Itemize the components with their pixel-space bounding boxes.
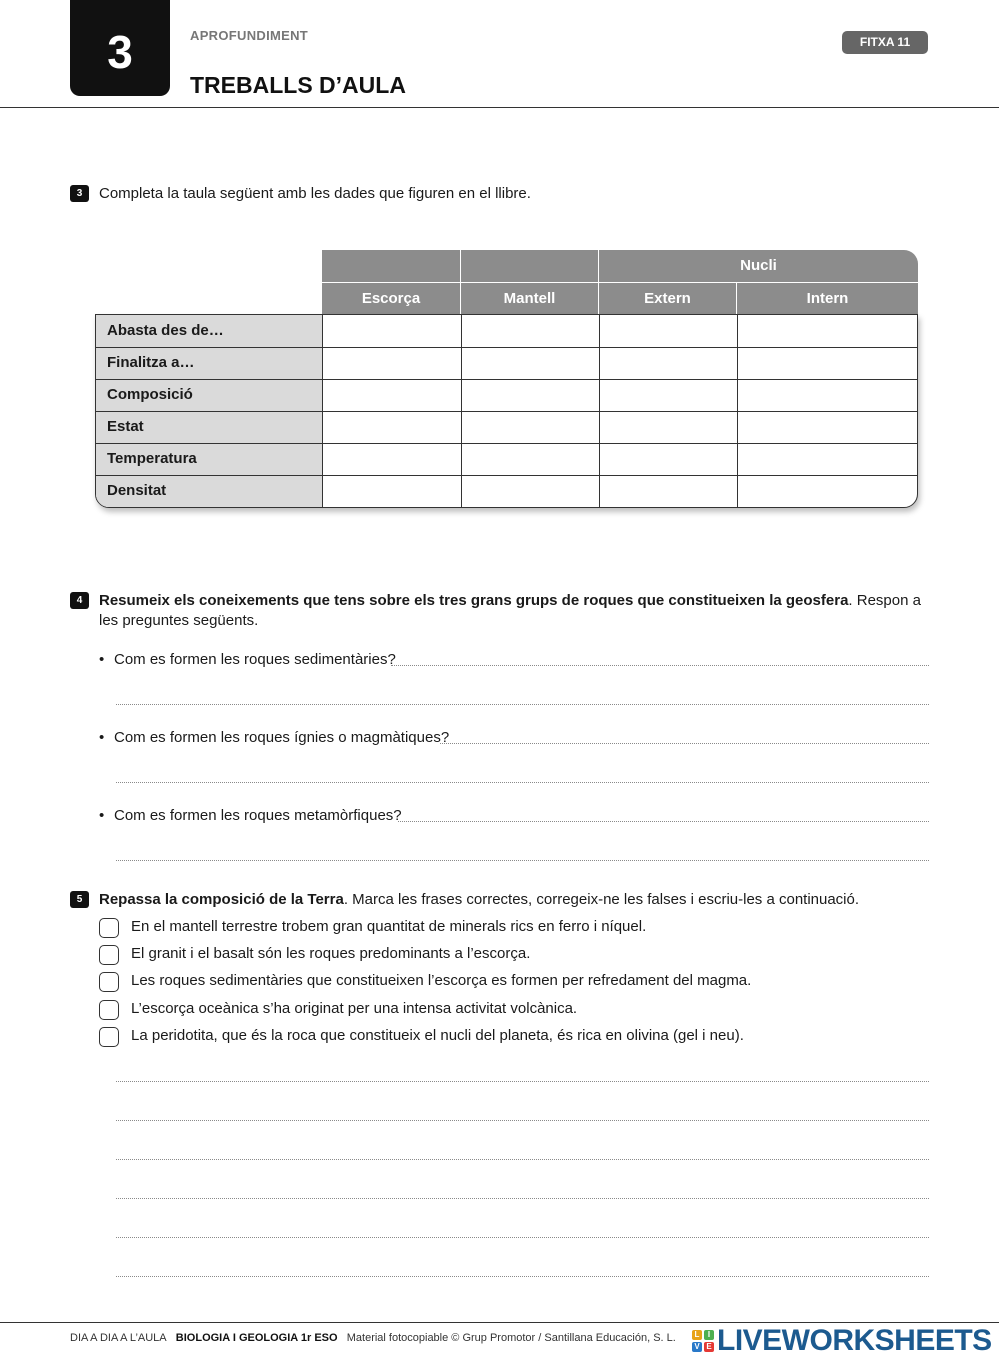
answer-line[interactable] [391,665,929,666]
col-rule [461,315,462,508]
statement-5: La peridotita, que és la roca que constitueix el nucli del planeta, és rica en olivina (gel i neu). [131,1027,744,1044]
row-rule [96,443,918,444]
table-body [95,314,918,508]
row-label-estat: Estat [96,411,323,443]
question-4-number: 4 [70,592,89,609]
row-label-temperatura: Temperatura [96,443,323,475]
question-4-text [99,591,929,631]
question-4-item-1: Com es formen les roques sedimentàries? [114,651,396,668]
table-header-mantell: Mantell [461,283,598,314]
answer-line[interactable] [116,860,929,861]
answer-line[interactable] [116,1198,929,1199]
bullet-2: • [99,729,105,746]
question-3-number: 3 [70,185,89,202]
row-rule [96,347,918,348]
statement-3: Les roques sedimentàries que constitueixen l’escorça es formen per refredament del magma. [131,972,752,989]
answer-line[interactable] [440,743,929,744]
question-4-item-3: Com es formen les roques metamòrfiques? [114,807,402,824]
row-rule [96,475,918,476]
answer-line[interactable] [116,1237,929,1238]
question-3-text: Completa la taula següent amb les dades que figuren en el llibre. [99,185,531,202]
row-label-composicio: Composició [96,379,323,411]
question-5-text [99,890,929,910]
logo-letter-l: L [692,1330,702,1340]
row-label-abasta: Abasta des de… [96,315,323,347]
question-5-number: 5 [70,891,89,908]
footer-copyright: Material fotocopiable © Grup Promotor / Santillana Educación, S. L. [346,1332,676,1344]
footer-subject: BIOLOGIA I GEOLOGIA 1r ESO [175,1332,338,1344]
question-5-rest: . Marca les frases correctes, corregeix-ne les falses i escriu-les a continuació. [343,891,860,908]
table-header-intern: Intern [737,283,918,314]
question-4-rest: . Respon a les preguntes següents. [99,592,921,629]
bullet-3: • [99,807,105,824]
row-rule [96,379,918,380]
table-header-blank-2 [461,250,598,282]
answer-line[interactable] [116,1120,929,1121]
question-5-bold: Repassa la composició de la Terra [99,891,344,908]
logo-letter-e: E [704,1342,714,1352]
row-rule [96,411,918,412]
statement-checkbox-3[interactable] [99,972,119,992]
col-rule [599,315,600,508]
statement-checkbox-4[interactable] [99,1000,119,1020]
answer-line[interactable] [116,1159,929,1160]
section-kicker: APROFUNDIMENT [190,28,309,43]
table-header-extern: Extern [599,283,736,314]
col-rule [737,315,738,508]
table-header-nucli: Nucli [599,250,918,282]
statement-checkbox-5[interactable] [99,1027,119,1047]
logo-letter-i: I [704,1330,714,1340]
question-4-item-2: Com es formen les roques ígnies o magmàtiques? [114,729,450,746]
footer-divider [0,1322,999,1323]
row-label-densitat: Densitat [96,475,323,507]
liveworksheets-logo[interactable] [692,1325,992,1357]
footer-prefix: DIA A DIA A L’AULA [70,1332,167,1344]
statement-1: En el mantell terrestre trobem gran quantitat de minerals rics en ferro i níquel. [131,918,647,935]
statement-2: El granit i el basalt són les roques predominants a l’escorça. [131,945,531,962]
header-separator [460,250,461,314]
row-label-finalitza: Finalitza a… [96,347,323,379]
answer-line[interactable] [116,1081,929,1082]
statement-checkbox-1[interactable] [99,918,119,938]
statement-checkbox-2[interactable] [99,945,119,965]
header-separator [599,282,918,283]
earth-layers-table [95,250,918,508]
liveworksheets-logo-icon [692,1330,714,1352]
answer-line[interactable] [116,704,929,705]
page-title: TREBALLS D’AULA [190,72,406,98]
logo-letter-v: V [692,1342,702,1352]
header-divider [0,107,999,108]
question-4-bold: Resumeix els coneixements que tens sobre els tres grans grups de roques que constitueixen la geosfera [99,592,849,609]
liveworksheets-wordmark: LIVEWORKSHEETS [717,1324,992,1357]
bullet-1: • [99,651,105,668]
statement-4: L’escorça oceànica s’ha originat per una intensa activitat volcànica. [131,1000,578,1017]
unit-number-badge: 3 [70,0,170,96]
answer-line[interactable] [398,821,929,822]
col-rule [322,315,323,508]
header-separator [736,283,737,314]
worksheet-badge: FITXA 11 [842,31,928,54]
table-header-escorca: Escorça [322,283,460,314]
footer-text [70,1332,676,1344]
answer-line[interactable] [116,782,929,783]
table-header-blank-1 [322,250,460,282]
answer-line[interactable] [116,1276,929,1277]
